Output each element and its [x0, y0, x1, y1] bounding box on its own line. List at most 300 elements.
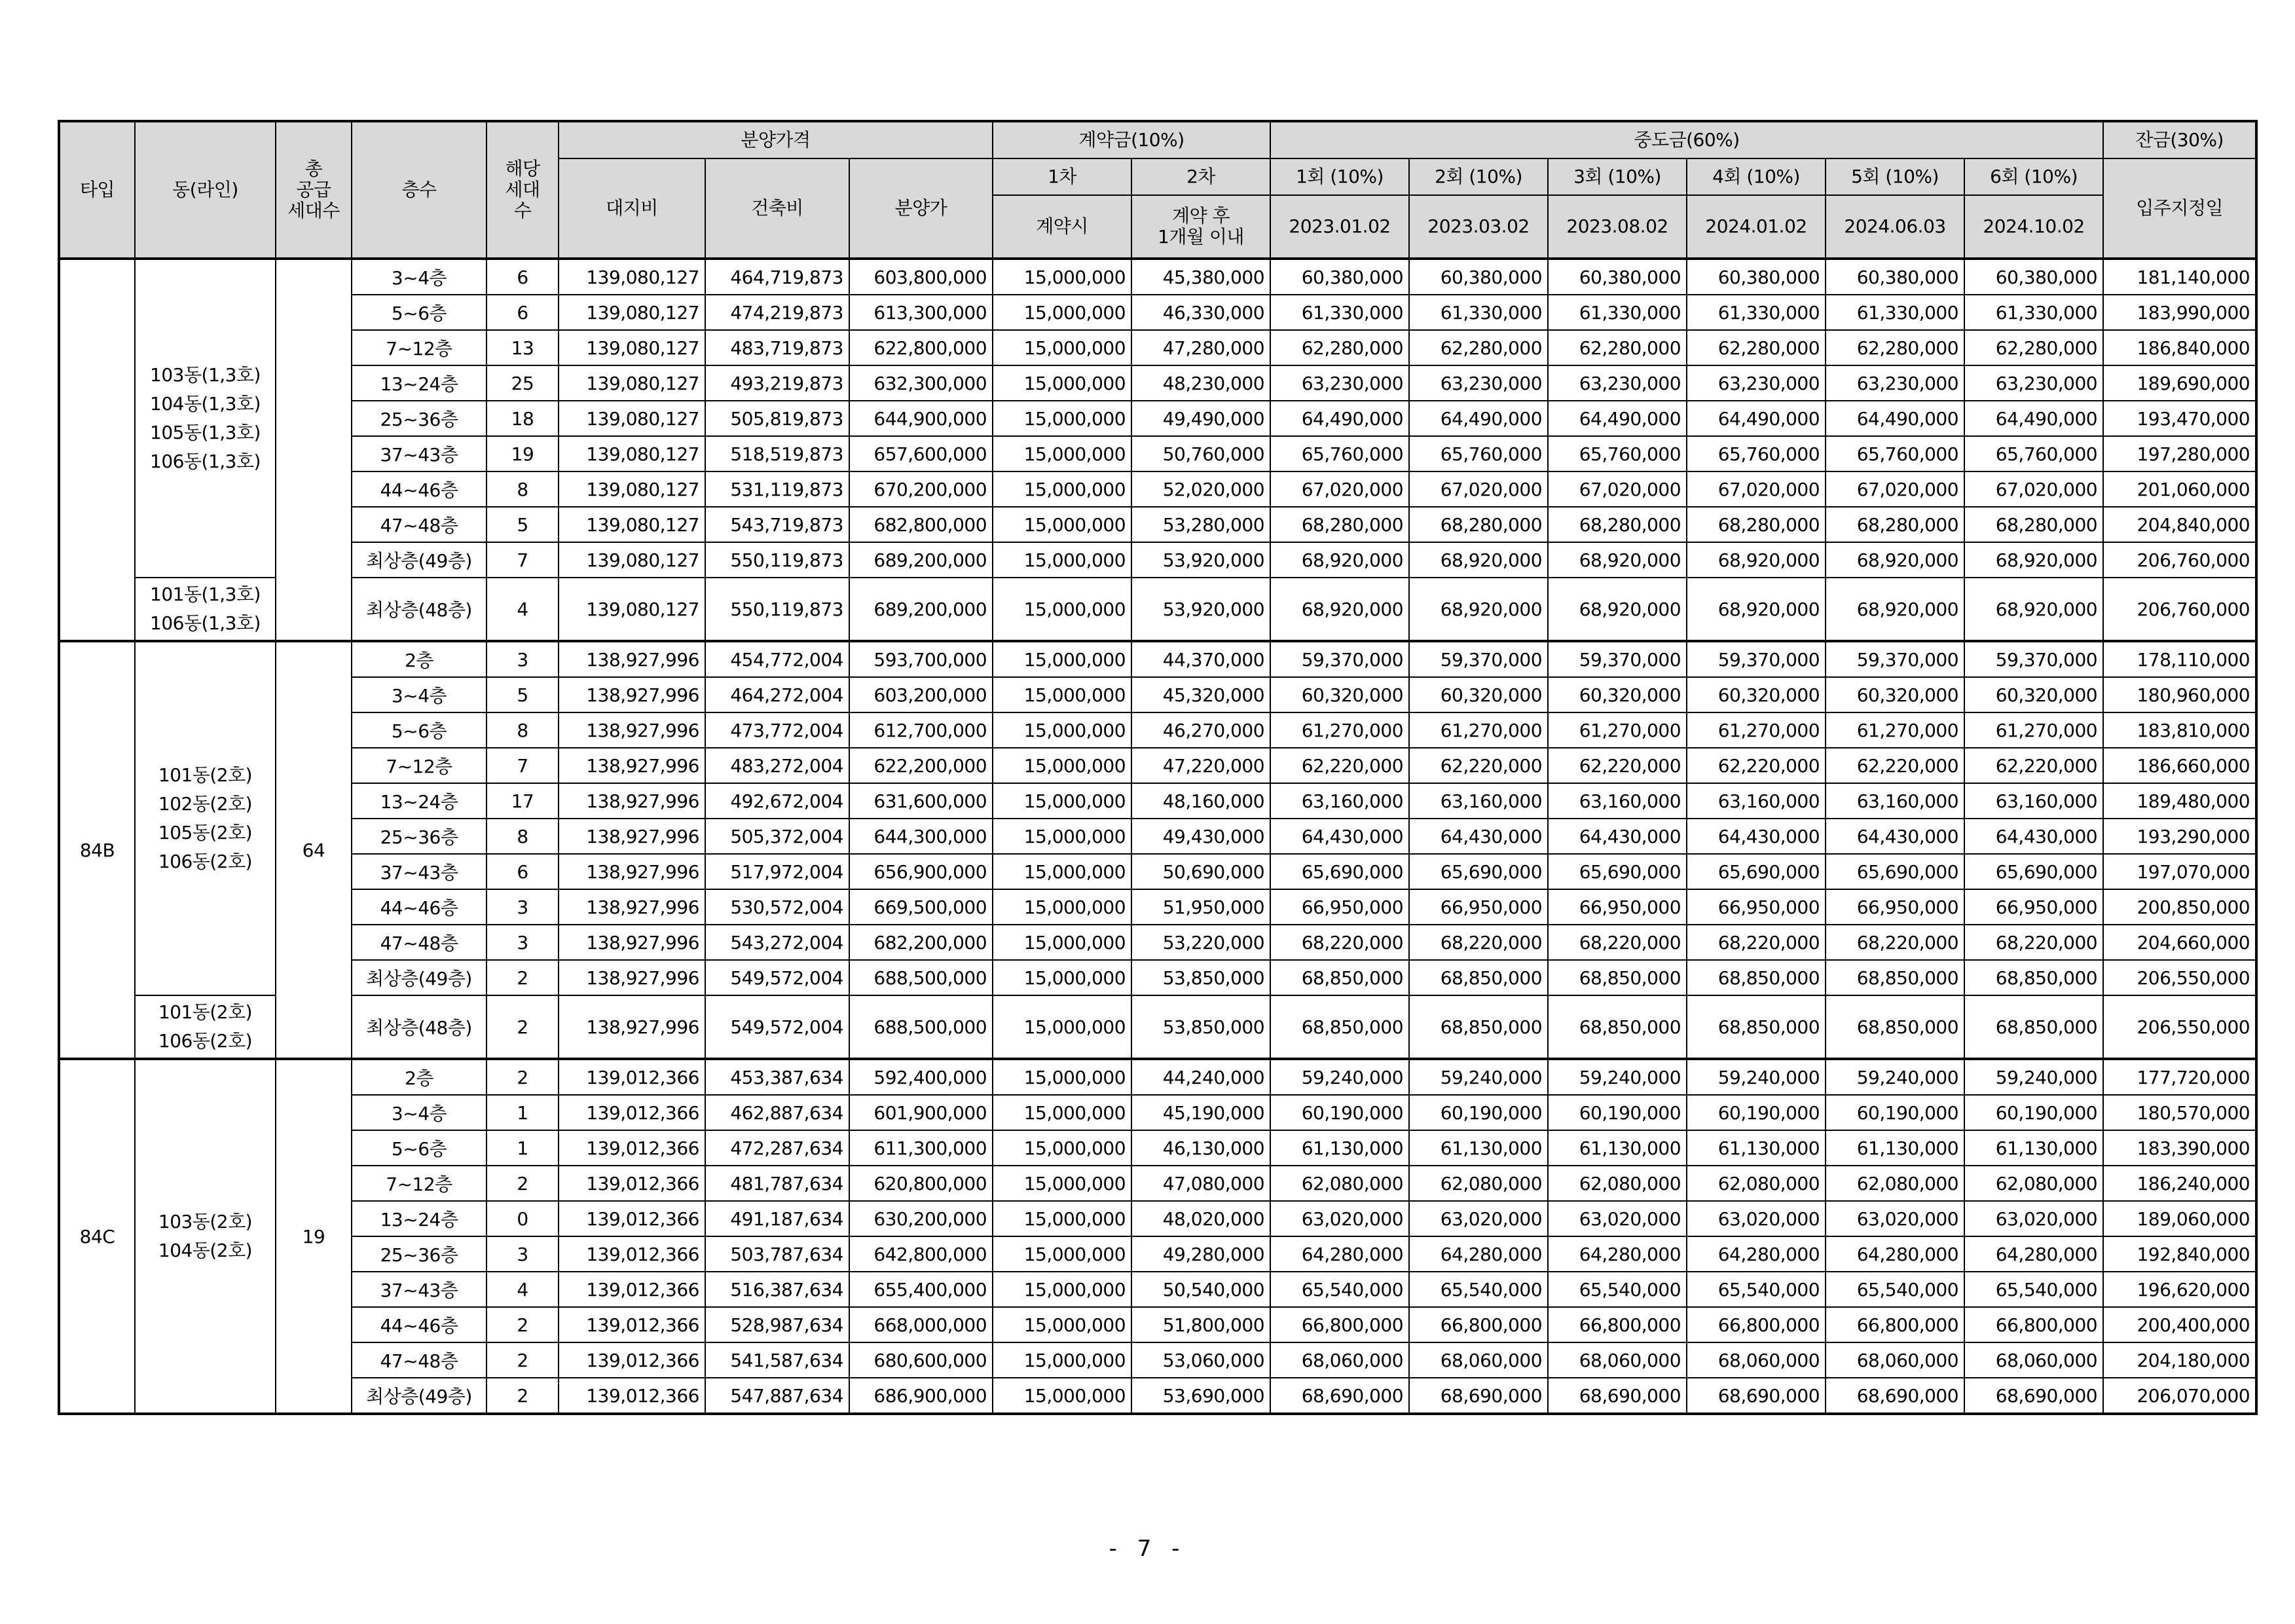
deposit-1-cell: 15,000,000	[993, 259, 1131, 295]
deposit-2-cell: 45,190,000	[1131, 1095, 1270, 1130]
middle-payment-5-cell: 64,430,000	[1826, 819, 1964, 854]
middle-payment-6-cell: 62,080,000	[1964, 1166, 2103, 1201]
middle-payment-6-cell: 63,020,000	[1964, 1201, 2103, 1236]
middle-payment-4-cell: 65,540,000	[1687, 1272, 1826, 1307]
units-cell: 5	[487, 507, 559, 542]
deposit-1-cell: 15,000,000	[993, 1236, 1131, 1272]
units-cell: 7	[487, 748, 559, 783]
header-middle-6-date: 2024.10.02	[1964, 195, 2103, 259]
middle-payment-2-cell: 60,380,000	[1409, 259, 1548, 295]
middle-payment-2-cell: 64,430,000	[1409, 819, 1548, 854]
table-header	[59, 121, 2256, 259]
middle-payment-4-cell: 68,920,000	[1687, 578, 1826, 641]
building-cost-cell: 503,787,634	[705, 1236, 849, 1272]
middle-payment-4-cell: 62,080,000	[1687, 1166, 1826, 1201]
middle-payment-5-cell: 68,280,000	[1826, 507, 1964, 542]
table-row	[59, 641, 2256, 677]
units-cell: 8	[487, 712, 559, 748]
balance-cell: 180,960,000	[2103, 677, 2256, 712]
table-row	[59, 259, 2256, 295]
deposit-1-cell: 15,000,000	[993, 1307, 1131, 1342]
middle-payment-2-cell: 63,020,000	[1409, 1201, 1548, 1236]
units-cell: 25	[487, 365, 559, 401]
sale-price-cell: 622,800,000	[849, 330, 993, 365]
middle-payment-5-cell: 68,850,000	[1826, 995, 1964, 1059]
deposit-2-cell: 53,060,000	[1131, 1342, 1270, 1378]
building-cost-cell: 454,772,004	[705, 641, 849, 677]
units-cell: 2	[487, 995, 559, 1059]
type-cell: 84B	[59, 641, 135, 1059]
table-row	[59, 401, 2256, 436]
middle-payment-6-cell: 67,020,000	[1964, 471, 2103, 507]
sale-price-cell: 630,200,000	[849, 1201, 993, 1236]
header-total-units: 총 공급 세대수	[276, 121, 352, 259]
middle-payment-4-cell: 60,380,000	[1687, 259, 1826, 295]
units-cell: 1	[487, 1095, 559, 1130]
middle-payment-4-cell: 61,270,000	[1687, 712, 1826, 748]
middle-payment-2-cell: 59,370,000	[1409, 641, 1548, 677]
sale-price-cell: 688,500,000	[849, 995, 993, 1059]
middle-payment-1-cell: 60,190,000	[1270, 1095, 1409, 1130]
middle-payment-5-cell: 61,330,000	[1826, 295, 1964, 330]
deposit-2-cell: 53,850,000	[1131, 995, 1270, 1059]
middle-payment-2-cell: 68,850,000	[1409, 995, 1548, 1059]
middle-payment-5-cell: 68,850,000	[1826, 960, 1964, 995]
middle-payment-4-cell: 65,690,000	[1687, 854, 1826, 889]
middle-payment-6-cell: 62,220,000	[1964, 748, 2103, 783]
units-cell: 8	[487, 819, 559, 854]
floor-cell: 최상층(49층)	[352, 542, 487, 578]
building-cost-cell: 547,887,634	[705, 1378, 849, 1414]
balance-cell: 189,480,000	[2103, 783, 2256, 819]
middle-payment-3-cell: 63,160,000	[1548, 783, 1687, 819]
deposit-2-cell: 46,270,000	[1131, 712, 1270, 748]
sale-price-cell: 603,800,000	[849, 259, 993, 295]
middle-payment-5-cell: 68,060,000	[1826, 1342, 1964, 1378]
units-cell: 0	[487, 1201, 559, 1236]
middle-payment-3-cell: 67,020,000	[1548, 471, 1687, 507]
land-cost-cell: 138,927,996	[559, 960, 705, 995]
deposit-1-cell: 15,000,000	[993, 578, 1131, 641]
balance-cell: 197,280,000	[2103, 436, 2256, 471]
middle-payment-6-cell: 68,850,000	[1964, 960, 2103, 995]
floor-cell: 5~6층	[352, 1130, 487, 1166]
middle-payment-2-cell: 66,800,000	[1409, 1307, 1548, 1342]
middle-payment-2-cell: 68,220,000	[1409, 925, 1548, 960]
land-cost-cell: 139,012,366	[559, 1272, 705, 1307]
middle-payment-3-cell: 59,370,000	[1548, 641, 1687, 677]
deposit-2-cell: 53,690,000	[1131, 1378, 1270, 1414]
units-cell: 2	[487, 1166, 559, 1201]
balance-cell: 204,840,000	[2103, 507, 2256, 542]
balance-cell: 206,760,000	[2103, 578, 2256, 641]
middle-payment-1-cell: 68,920,000	[1270, 542, 1409, 578]
units-cell: 2	[487, 1378, 559, 1414]
type-cell	[59, 259, 135, 641]
middle-payment-1-cell: 62,280,000	[1270, 330, 1409, 365]
table-row	[59, 1272, 2256, 1307]
balance-cell: 204,180,000	[2103, 1342, 2256, 1378]
floor-cell: 2층	[352, 641, 487, 677]
table-row	[59, 1059, 2256, 1095]
middle-payment-1-cell: 68,220,000	[1270, 925, 1409, 960]
building-cost-cell: 518,519,873	[705, 436, 849, 471]
middle-payment-1-cell: 61,330,000	[1270, 295, 1409, 330]
middle-payment-6-cell: 60,320,000	[1964, 677, 2103, 712]
middle-payment-2-cell: 68,060,000	[1409, 1342, 1548, 1378]
land-cost-cell: 138,927,996	[559, 854, 705, 889]
deposit-1-cell: 15,000,000	[993, 365, 1131, 401]
middle-payment-6-cell: 61,270,000	[1964, 712, 2103, 748]
middle-payment-4-cell: 63,020,000	[1687, 1201, 1826, 1236]
deposit-1-cell: 15,000,000	[993, 471, 1131, 507]
table-row	[59, 889, 2256, 925]
middle-payment-3-cell: 68,690,000	[1548, 1378, 1687, 1414]
header-building: 건축비	[705, 158, 849, 259]
balance-cell: 186,240,000	[2103, 1166, 2256, 1201]
middle-payment-5-cell: 61,130,000	[1826, 1130, 1964, 1166]
middle-payment-5-cell: 65,760,000	[1826, 436, 1964, 471]
middle-payment-4-cell: 61,130,000	[1687, 1130, 1826, 1166]
balance-cell: 197,070,000	[2103, 854, 2256, 889]
middle-payment-6-cell: 63,160,000	[1964, 783, 2103, 819]
land-cost-cell: 138,927,996	[559, 889, 705, 925]
middle-payment-3-cell: 62,080,000	[1548, 1166, 1687, 1201]
sale-price-cell: 611,300,000	[849, 1130, 993, 1166]
deposit-1-cell: 15,000,000	[993, 641, 1131, 677]
deposit-2-cell: 46,130,000	[1131, 1130, 1270, 1166]
header-dong: 동(라인)	[135, 121, 276, 259]
middle-payment-1-cell: 68,850,000	[1270, 960, 1409, 995]
balance-cell: 186,660,000	[2103, 748, 2256, 783]
dong-cell	[135, 259, 276, 578]
table-row	[59, 542, 2256, 578]
land-cost-cell: 138,927,996	[559, 925, 705, 960]
middle-payment-5-cell: 60,380,000	[1826, 259, 1964, 295]
header-deposit-2: 2차	[1131, 158, 1270, 195]
floor-cell: 25~36층	[352, 401, 487, 436]
sale-price-cell: 682,200,000	[849, 925, 993, 960]
middle-payment-1-cell: 68,850,000	[1270, 995, 1409, 1059]
middle-payment-1-cell: 61,270,000	[1270, 712, 1409, 748]
land-cost-cell: 139,080,127	[559, 259, 705, 295]
table-row	[59, 1095, 2256, 1130]
building-cost-cell: 483,272,004	[705, 748, 849, 783]
sale-price-cell: 680,600,000	[849, 1342, 993, 1378]
deposit-2-cell: 47,280,000	[1131, 330, 1270, 365]
land-cost-cell: 139,012,366	[559, 1307, 705, 1342]
building-cost-cell: 517,972,004	[705, 854, 849, 889]
deposit-1-cell: 15,000,000	[993, 960, 1131, 995]
middle-payment-3-cell: 61,130,000	[1548, 1130, 1687, 1166]
units-cell: 13	[487, 330, 559, 365]
deposit-2-cell: 53,920,000	[1131, 542, 1270, 578]
land-cost-cell: 139,012,366	[559, 1342, 705, 1378]
middle-payment-6-cell: 65,760,000	[1964, 436, 2103, 471]
table-row	[59, 1236, 2256, 1272]
middle-payment-1-cell: 63,230,000	[1270, 365, 1409, 401]
middle-payment-4-cell: 59,370,000	[1687, 641, 1826, 677]
units-cell: 2	[487, 1342, 559, 1378]
middle-payment-4-cell: 61,330,000	[1687, 295, 1826, 330]
sale-price-cell: 642,800,000	[849, 1236, 993, 1272]
middle-payment-6-cell: 68,060,000	[1964, 1342, 2103, 1378]
middle-payment-6-cell: 68,220,000	[1964, 925, 2103, 960]
middle-payment-1-cell: 59,370,000	[1270, 641, 1409, 677]
floor-cell: 최상층(49층)	[352, 960, 487, 995]
balance-cell: 183,390,000	[2103, 1130, 2256, 1166]
middle-payment-1-cell: 62,220,000	[1270, 748, 1409, 783]
middle-payment-1-cell: 67,020,000	[1270, 471, 1409, 507]
sale-price-cell: 603,200,000	[849, 677, 993, 712]
units-cell: 3	[487, 925, 559, 960]
middle-payment-3-cell: 65,760,000	[1548, 436, 1687, 471]
middle-payment-4-cell: 60,320,000	[1687, 677, 1826, 712]
dong-label: 101동(2호) 106동(2호)	[158, 1001, 253, 1052]
deposit-2-cell: 48,160,000	[1131, 783, 1270, 819]
middle-payment-1-cell: 62,080,000	[1270, 1166, 1409, 1201]
deposit-2-cell: 50,760,000	[1131, 436, 1270, 471]
floor-cell: 25~36층	[352, 819, 487, 854]
units-cell: 4	[487, 578, 559, 641]
floor-cell: 13~24층	[352, 783, 487, 819]
deposit-2-cell: 51,800,000	[1131, 1307, 1270, 1342]
middle-payment-4-cell: 68,220,000	[1687, 925, 1826, 960]
middle-payment-3-cell: 68,280,000	[1548, 507, 1687, 542]
building-cost-cell: 473,772,004	[705, 712, 849, 748]
deposit-1-cell: 15,000,000	[993, 295, 1131, 330]
dong-cell	[135, 641, 276, 995]
deposit-2-cell: 48,230,000	[1131, 365, 1270, 401]
deposit-2-cell: 53,920,000	[1131, 578, 1270, 641]
balance-cell: 196,620,000	[2103, 1272, 2256, 1307]
deposit-1-cell: 15,000,000	[993, 507, 1131, 542]
header-middle-1-date: 2023.01.02	[1270, 195, 1409, 259]
land-cost-cell: 138,927,996	[559, 819, 705, 854]
sale-price-cell: 632,300,000	[849, 365, 993, 401]
balance-cell: 206,550,000	[2103, 995, 2256, 1059]
deposit-2-cell: 49,280,000	[1131, 1236, 1270, 1272]
type-cell: 84C	[59, 1059, 135, 1414]
building-cost-cell: 505,819,873	[705, 401, 849, 436]
deposit-1-cell: 15,000,000	[993, 889, 1131, 925]
sale-price-cell: 689,200,000	[849, 578, 993, 641]
land-cost-cell: 138,927,996	[559, 748, 705, 783]
middle-payment-1-cell: 68,280,000	[1270, 507, 1409, 542]
table-row	[59, 819, 2256, 854]
land-cost-cell: 139,080,127	[559, 295, 705, 330]
header-middle-2-date: 2023.03.02	[1409, 195, 1548, 259]
deposit-2-cell: 49,430,000	[1131, 819, 1270, 854]
land-cost-cell: 139,080,127	[559, 578, 705, 641]
middle-payment-2-cell: 68,280,000	[1409, 507, 1548, 542]
sale-price-cell: 631,600,000	[849, 783, 993, 819]
header-middle-group: 중도금(60%)	[1270, 121, 2103, 158]
middle-payment-5-cell: 64,280,000	[1826, 1236, 1964, 1272]
middle-payment-4-cell: 62,280,000	[1687, 330, 1826, 365]
deposit-2-cell: 44,370,000	[1131, 641, 1270, 677]
header-land: 대지비	[559, 158, 705, 259]
land-cost-cell: 139,012,366	[559, 1166, 705, 1201]
middle-payment-6-cell: 59,370,000	[1964, 641, 2103, 677]
building-cost-cell: 472,287,634	[705, 1130, 849, 1166]
table-row	[59, 995, 2256, 1059]
deposit-2-cell: 53,220,000	[1131, 925, 1270, 960]
deposit-2-cell: 53,280,000	[1131, 507, 1270, 542]
floor-cell: 5~6층	[352, 712, 487, 748]
dong-cell	[135, 995, 276, 1059]
land-cost-cell: 138,927,996	[559, 995, 705, 1059]
header-middle-5-date: 2024.06.03	[1826, 195, 1964, 259]
balance-cell: 186,840,000	[2103, 330, 2256, 365]
middle-payment-5-cell: 65,540,000	[1826, 1272, 1964, 1307]
table-row	[59, 960, 2256, 995]
deposit-1-cell: 15,000,000	[993, 925, 1131, 960]
building-cost-cell: 481,787,634	[705, 1166, 849, 1201]
land-cost-cell: 139,080,127	[559, 436, 705, 471]
deposit-1-cell: 15,000,000	[993, 783, 1131, 819]
building-cost-cell: 474,219,873	[705, 295, 849, 330]
sale-price-cell: 669,500,000	[849, 889, 993, 925]
units-cell: 3	[487, 889, 559, 925]
header-middle-1: 1회 (10%)	[1270, 158, 1409, 195]
land-cost-cell: 138,927,996	[559, 712, 705, 748]
deposit-2-cell: 44,240,000	[1131, 1059, 1270, 1095]
middle-payment-5-cell: 63,230,000	[1826, 365, 1964, 401]
deposit-1-cell: 15,000,000	[993, 748, 1131, 783]
building-cost-cell: 493,219,873	[705, 365, 849, 401]
middle-payment-4-cell: 62,220,000	[1687, 748, 1826, 783]
table-row	[59, 1378, 2256, 1414]
middle-payment-5-cell: 67,020,000	[1826, 471, 1964, 507]
middle-payment-4-cell: 63,230,000	[1687, 365, 1826, 401]
floor-cell: 3~4층	[352, 1095, 487, 1130]
deposit-2-cell: 46,330,000	[1131, 295, 1270, 330]
middle-payment-6-cell: 61,330,000	[1964, 295, 2103, 330]
deposit-2-cell: 47,220,000	[1131, 748, 1270, 783]
middle-payment-4-cell: 68,060,000	[1687, 1342, 1826, 1378]
middle-payment-3-cell: 61,270,000	[1548, 712, 1687, 748]
land-cost-cell: 139,080,127	[559, 542, 705, 578]
table-row	[59, 365, 2256, 401]
balance-cell: 177,720,000	[2103, 1059, 2256, 1095]
building-cost-cell: 491,187,634	[705, 1201, 849, 1236]
middle-payment-4-cell: 64,490,000	[1687, 401, 1826, 436]
middle-payment-6-cell: 60,380,000	[1964, 259, 2103, 295]
middle-payment-2-cell: 67,020,000	[1409, 471, 1548, 507]
middle-payment-4-cell: 59,240,000	[1687, 1059, 1826, 1095]
middle-payment-6-cell: 68,280,000	[1964, 507, 2103, 542]
middle-payment-6-cell: 66,950,000	[1964, 889, 2103, 925]
deposit-2-cell: 53,850,000	[1131, 960, 1270, 995]
middle-payment-3-cell: 68,220,000	[1548, 925, 1687, 960]
building-cost-cell: 453,387,634	[705, 1059, 849, 1095]
table-row	[59, 1166, 2256, 1201]
header-middle-2: 2회 (10%)	[1409, 158, 1548, 195]
middle-payment-6-cell: 65,690,000	[1964, 854, 2103, 889]
floor-cell: 37~43층	[352, 854, 487, 889]
deposit-1-cell: 15,000,000	[993, 1201, 1131, 1236]
dong-label: 103동(1,3호) 104동(1,3호) 105동(1,3호) 106동(1,3호)	[150, 364, 261, 472]
land-cost-cell: 139,012,366	[559, 1378, 705, 1414]
balance-cell: 180,570,000	[2103, 1095, 2256, 1130]
middle-payment-5-cell: 59,370,000	[1826, 641, 1964, 677]
middle-payment-6-cell: 60,190,000	[1964, 1095, 2103, 1130]
table-row	[59, 1201, 2256, 1236]
deposit-1-cell: 15,000,000	[993, 436, 1131, 471]
middle-payment-2-cell: 64,490,000	[1409, 401, 1548, 436]
building-cost-cell: 530,572,004	[705, 889, 849, 925]
dong-label: 103동(2호) 104동(2호)	[158, 1211, 253, 1261]
middle-payment-1-cell: 59,240,000	[1270, 1059, 1409, 1095]
land-cost-cell: 139,080,127	[559, 507, 705, 542]
middle-payment-1-cell: 64,430,000	[1270, 819, 1409, 854]
floor-cell: 2층	[352, 1059, 487, 1095]
dong-label: 101동(1,3호) 106동(1,3호)	[150, 583, 261, 634]
balance-cell: 183,990,000	[2103, 295, 2256, 330]
balance-cell: 206,760,000	[2103, 542, 2256, 578]
floor-cell: 44~46층	[352, 471, 487, 507]
middle-payment-1-cell: 66,800,000	[1270, 1307, 1409, 1342]
land-cost-cell: 139,012,366	[559, 1095, 705, 1130]
deposit-1-cell: 15,000,000	[993, 1095, 1131, 1130]
balance-cell: 201,060,000	[2103, 471, 2256, 507]
building-cost-cell: 505,372,004	[705, 819, 849, 854]
units-cell: 2	[487, 1059, 559, 1095]
middle-payment-6-cell: 68,690,000	[1964, 1378, 2103, 1414]
middle-payment-5-cell: 68,690,000	[1826, 1378, 1964, 1414]
sale-price-cell: 620,800,000	[849, 1166, 993, 1201]
middle-payment-4-cell: 60,190,000	[1687, 1095, 1826, 1130]
middle-payment-4-cell: 66,800,000	[1687, 1307, 1826, 1342]
total-units-cell: 19	[276, 1059, 352, 1414]
middle-payment-4-cell: 63,160,000	[1687, 783, 1826, 819]
units-cell: 6	[487, 259, 559, 295]
floor-cell: 3~4층	[352, 677, 487, 712]
middle-payment-6-cell: 66,800,000	[1964, 1307, 2103, 1342]
middle-payment-6-cell: 65,540,000	[1964, 1272, 2103, 1307]
balance-cell: 178,110,000	[2103, 641, 2256, 677]
middle-payment-2-cell: 63,230,000	[1409, 365, 1548, 401]
header-sale-price: 분양가	[849, 158, 993, 259]
floor-cell: 13~24층	[352, 1201, 487, 1236]
sale-price-cell: 670,200,000	[849, 471, 993, 507]
units-cell: 6	[487, 854, 559, 889]
header-price-group: 분양가격	[559, 121, 993, 158]
price-schedule-table	[58, 120, 2258, 1415]
floor-cell: 3~4층	[352, 259, 487, 295]
middle-payment-1-cell: 60,320,000	[1270, 677, 1409, 712]
land-cost-cell: 139,080,127	[559, 471, 705, 507]
middle-payment-2-cell: 62,080,000	[1409, 1166, 1548, 1201]
deposit-1-cell: 15,000,000	[993, 677, 1131, 712]
sale-price-cell: 612,700,000	[849, 712, 993, 748]
deposit-1-cell: 15,000,000	[993, 1130, 1131, 1166]
units-cell: 5	[487, 677, 559, 712]
sale-price-cell: 592,400,000	[849, 1059, 993, 1095]
middle-payment-2-cell: 65,690,000	[1409, 854, 1548, 889]
sale-price-cell: 644,900,000	[849, 401, 993, 436]
units-cell: 7	[487, 542, 559, 578]
balance-cell: 200,850,000	[2103, 889, 2256, 925]
building-cost-cell: 516,387,634	[705, 1272, 849, 1307]
table-row	[59, 507, 2256, 542]
middle-payment-3-cell: 66,950,000	[1548, 889, 1687, 925]
deposit-1-cell: 15,000,000	[993, 1272, 1131, 1307]
middle-payment-6-cell: 64,430,000	[1964, 819, 2103, 854]
deposit-1-cell: 15,000,000	[993, 1342, 1131, 1378]
building-cost-cell: 462,887,634	[705, 1095, 849, 1130]
